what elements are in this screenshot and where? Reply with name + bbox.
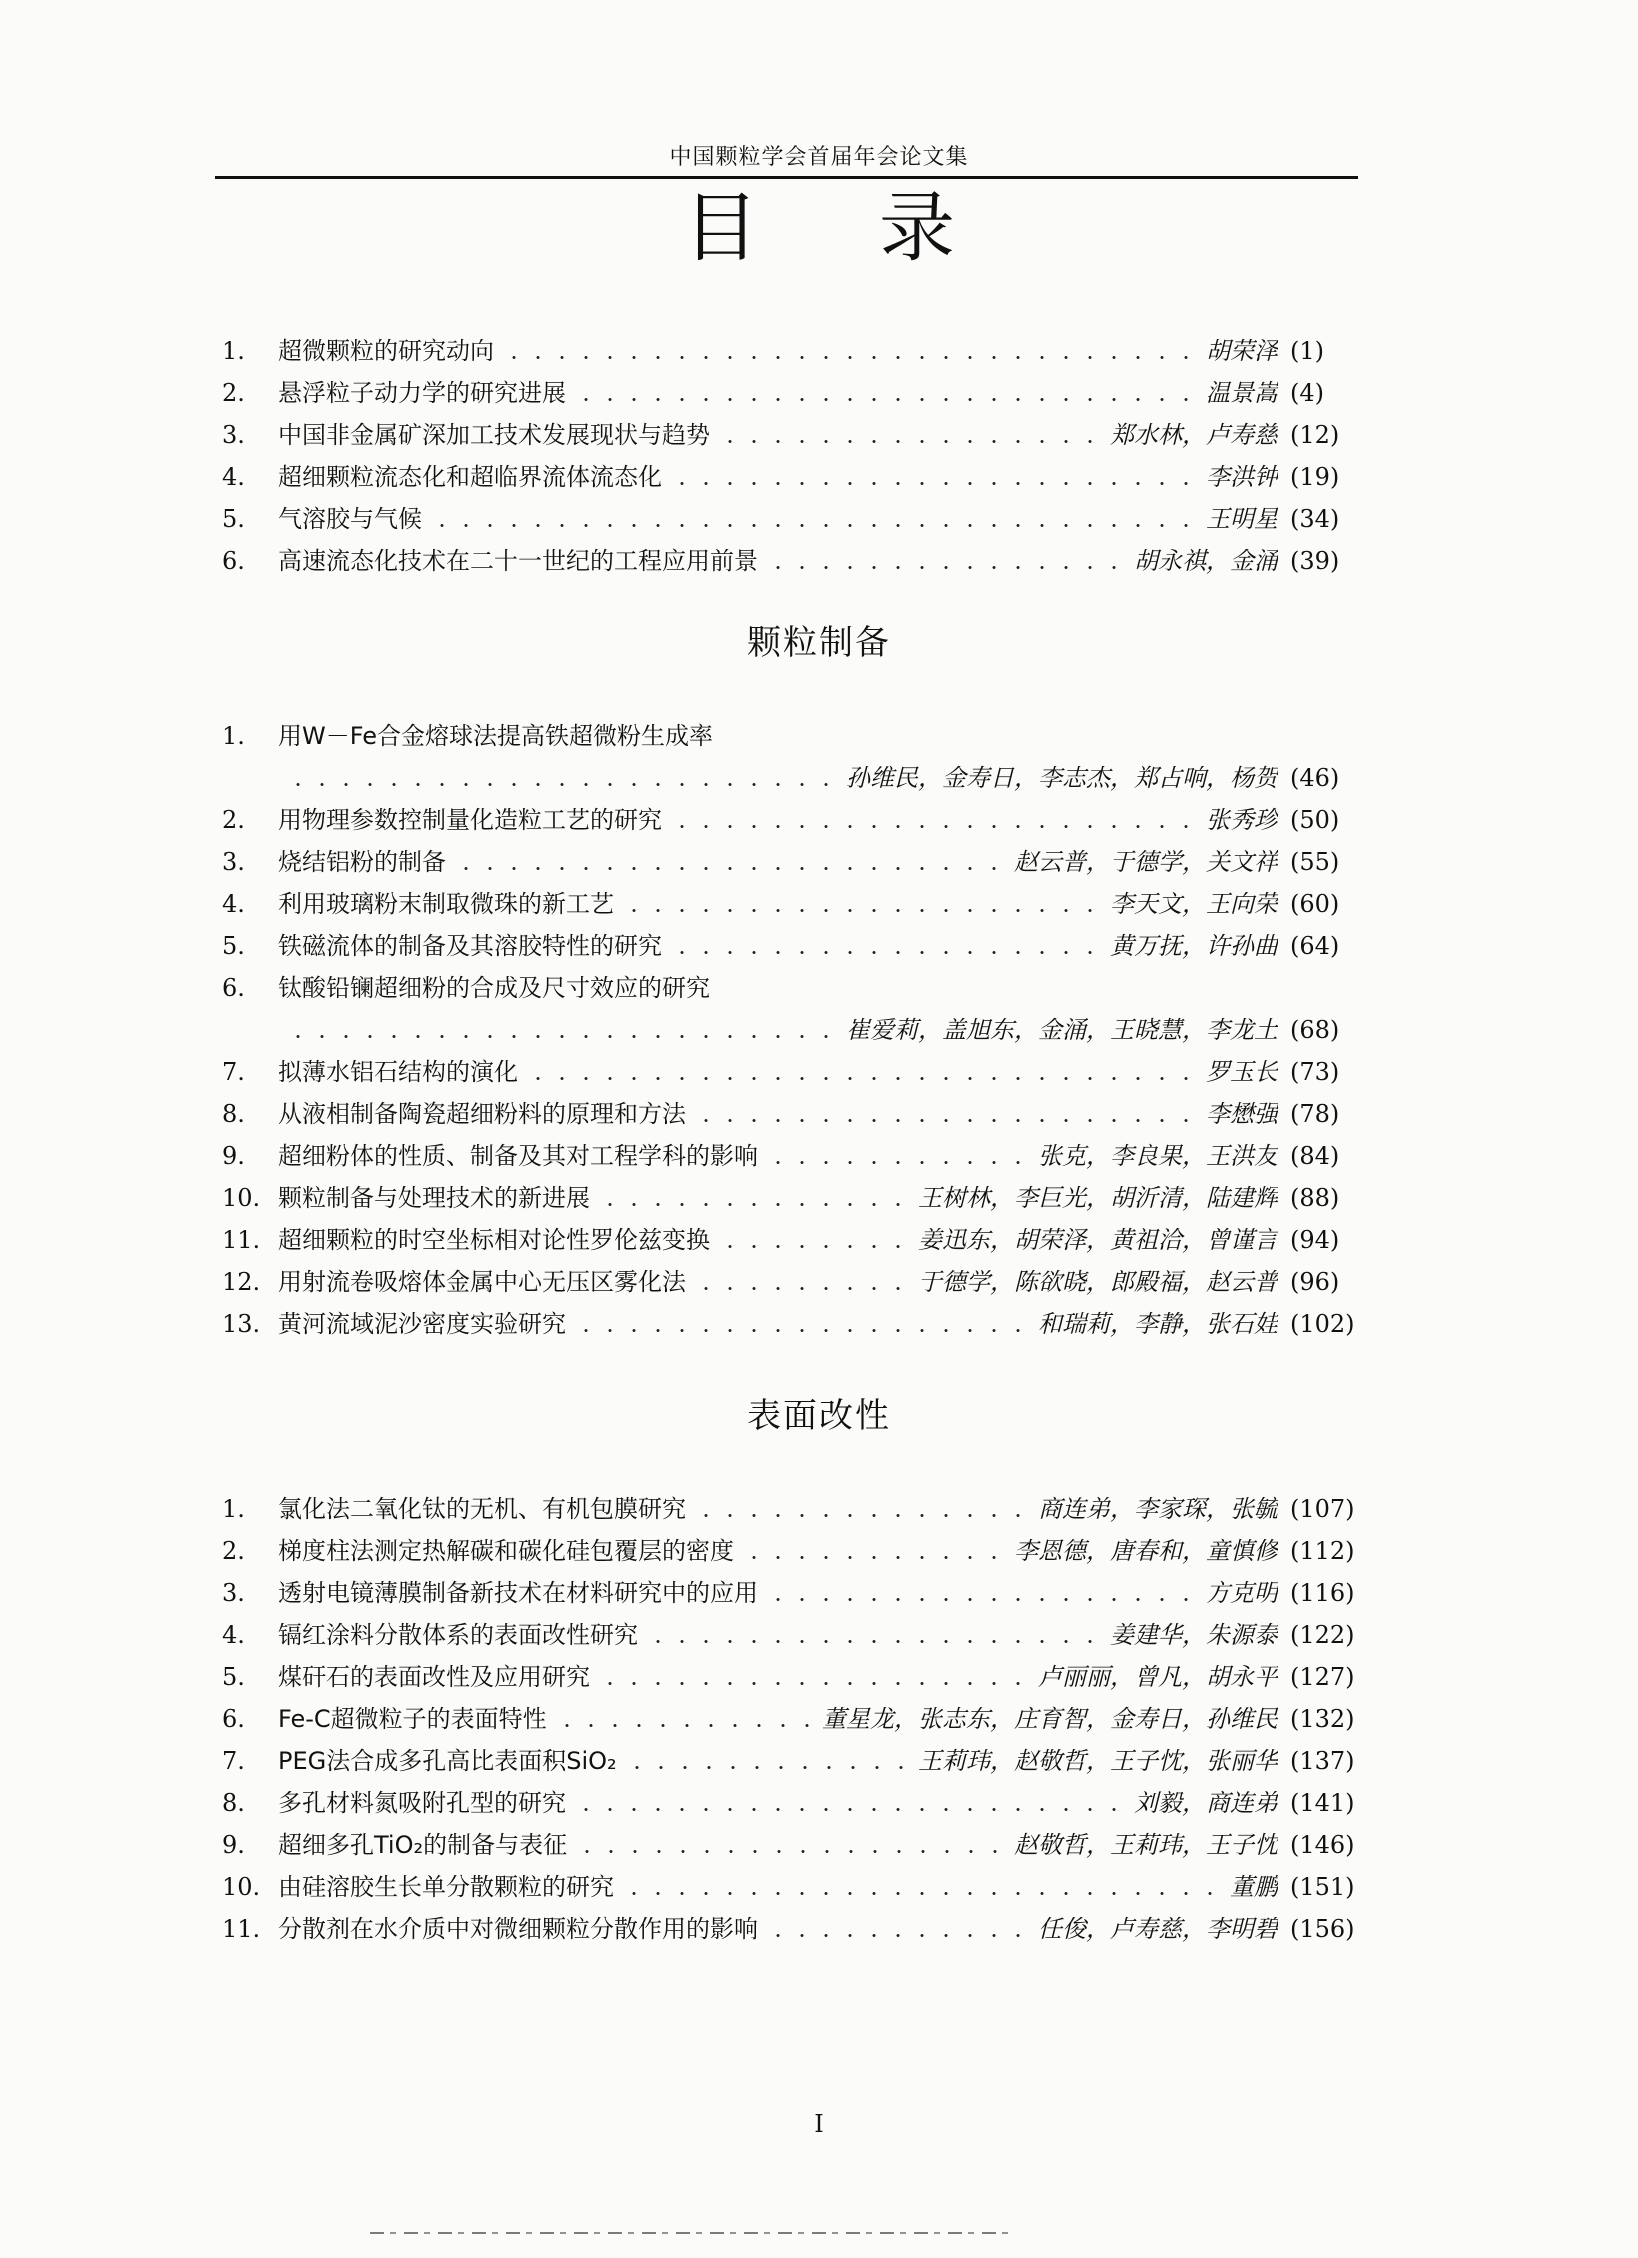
toc-entry (0, 1177, 1638, 1219)
entry-number: 7. (222, 1058, 245, 1086)
entry-line (278, 757, 1278, 799)
entry-page: (151) (1290, 1873, 1355, 1901)
entry-line (278, 1656, 1278, 1698)
entry-authors: 黄万抚，许孙曲 (1110, 932, 1278, 960)
entry-line (278, 967, 1278, 1009)
toc-entry (0, 715, 1638, 757)
entry-page: (84) (1290, 1142, 1340, 1170)
entry-number: 4. (222, 463, 245, 491)
dot-leader (766, 1161, 1030, 1164)
entry-number: 5. (222, 932, 245, 960)
entry-page: (34) (1290, 505, 1340, 533)
entry-number: 10. (222, 1184, 261, 1212)
entry-page: (102) (1290, 1310, 1355, 1338)
toc-title-char-2: 录 (879, 183, 955, 272)
toc-entry (0, 1261, 1638, 1303)
toc-section-list (0, 330, 1638, 582)
toc-entry (0, 372, 1638, 414)
section-heading: 颗粒制备 (747, 623, 891, 663)
entry-page: (1) (1290, 337, 1324, 365)
entry-line (278, 799, 1278, 841)
toc-section-list (0, 715, 1638, 1345)
dot-leader (286, 1035, 838, 1038)
entry-number: 7. (222, 1747, 245, 1775)
dot-leader (625, 1766, 910, 1769)
dot-leader (575, 1850, 1006, 1853)
dot-leader (502, 356, 1198, 359)
toc-entry (0, 1656, 1638, 1698)
entry-page: (116) (1290, 1579, 1355, 1607)
entry-page: (107) (1290, 1495, 1355, 1523)
toc-entry (0, 883, 1638, 925)
toc-entry (0, 1135, 1638, 1177)
dot-leader (574, 398, 1198, 401)
entry-title: 颗粒制备与处理技术的新进展 (278, 1184, 590, 1212)
entry-page: (146) (1290, 1831, 1355, 1859)
entry-title: 用物理参数控制量化造粒工艺的研究 (278, 806, 662, 834)
entry-number: 9. (222, 1142, 245, 1170)
entry-line (278, 1093, 1278, 1135)
dot-leader (694, 1119, 1198, 1122)
toc-entry (0, 841, 1638, 883)
entry-number: 4. (222, 1621, 245, 1649)
entry-line (278, 1614, 1278, 1656)
entry-title: 煤矸石的表面改性及应用研究 (278, 1663, 590, 1691)
toc-entry (0, 1908, 1638, 1950)
dot-leader (598, 1682, 1030, 1685)
entry-authors: 李恩德，唐春和，童慎修 (1014, 1537, 1278, 1565)
entry-authors: 孙维民，金寿日，李志杰，郑占响，杨贺 (846, 764, 1278, 792)
entry-line (278, 1135, 1278, 1177)
entry-line (278, 1261, 1278, 1303)
toc-entry (0, 1866, 1638, 1908)
toc-entry (0, 1614, 1638, 1656)
toc-entry (0, 1093, 1638, 1135)
entry-title: 多孔材料氮吸附孔型的研究 (278, 1789, 566, 1817)
dot-leader (526, 1077, 1198, 1080)
entry-title: 超细颗粒流态化和超临界流体流态化 (278, 463, 662, 491)
entry-authors: 刘毅，商连弟 (1134, 1789, 1278, 1817)
entry-line (278, 1488, 1278, 1530)
entry-line (278, 715, 1278, 757)
dot-leader (430, 524, 1198, 527)
toc-title (0, 183, 1638, 272)
entry-authors: 商连弟，李家琛，张毓 (1038, 1495, 1278, 1523)
entry-title: 用射流卷吸熔体金属中心无压区雾化法 (278, 1268, 686, 1296)
dot-leader (694, 1514, 1030, 1517)
dot-leader (742, 1556, 1006, 1559)
entry-line (278, 498, 1278, 540)
entry-number: 6. (222, 547, 245, 575)
dot-leader (766, 566, 1126, 569)
toc-entry (0, 799, 1638, 841)
dot-leader (718, 440, 1102, 443)
toc-entry (0, 540, 1638, 582)
entry-number: 1. (222, 337, 245, 365)
entry-number: 8. (222, 1789, 245, 1817)
entry-authors: 李懋强 (1206, 1100, 1278, 1128)
entry-number: 1. (222, 722, 245, 750)
entry-title: 镉红涂料分散体系的表面改性研究 (278, 1621, 638, 1649)
entry-authors: 董鹏 (1230, 1873, 1278, 1901)
entry-page: (94) (1290, 1226, 1340, 1254)
entry-number: 9. (222, 1831, 245, 1859)
entry-line (278, 456, 1278, 498)
entry-line (278, 1051, 1278, 1093)
page-number: I (814, 2110, 824, 2138)
toc-entry (0, 414, 1638, 456)
entry-page: (132) (1290, 1705, 1355, 1733)
entry-authors: 姜迅东，胡荣泽，黄祖洽，曾谨言 (918, 1226, 1278, 1254)
entry-authors: 方克明 (1206, 1579, 1278, 1607)
toc-title-char-1: 目 (683, 183, 759, 272)
entry-authors: 王树林，李巨光，胡沂清，陆建辉 (918, 1184, 1278, 1212)
entry-title: 氯化法二氧化钛的无机、有机包膜研究 (278, 1495, 686, 1523)
entry-page: (64) (1290, 932, 1340, 960)
entry-page: (78) (1290, 1100, 1340, 1128)
entry-number: 12. (222, 1268, 261, 1296)
entry-number: 3. (222, 1579, 245, 1607)
entry-title: 烧结铝粉的制备 (278, 848, 446, 876)
entry-title: 拟薄水铝石结构的演化 (278, 1058, 518, 1086)
entry-title: 铁磁流体的制备及其溶胶特性的研究 (278, 932, 662, 960)
entry-line (278, 1908, 1278, 1950)
toc-entry (0, 1219, 1638, 1261)
entry-line (278, 1824, 1278, 1866)
entry-number: 2. (222, 806, 245, 834)
entry-page: (156) (1290, 1915, 1355, 1943)
entry-authors: 姜建华，朱源泰 (1110, 1621, 1278, 1649)
entry-authors: 王明星 (1206, 505, 1278, 533)
toc-entry-continuation (0, 1009, 1638, 1051)
entry-line (278, 841, 1278, 883)
entry-page: (88) (1290, 1184, 1340, 1212)
entry-page: (46) (1290, 764, 1340, 792)
entry-line (278, 1698, 1278, 1740)
entry-page: (96) (1290, 1268, 1340, 1296)
entry-authors: 任俊，卢寿慈，李明碧 (1038, 1915, 1278, 1943)
toc-section-list (0, 1488, 1638, 1950)
entry-number: 2. (222, 1537, 245, 1565)
entry-line (278, 330, 1278, 372)
entry-title: 分散剂在水介质中对微细颗粒分散作用的影响 (278, 1915, 758, 1943)
entry-number: 5. (222, 1663, 245, 1691)
entry-title: 从液相制备陶瓷超细粉料的原理和方法 (278, 1100, 686, 1128)
dot-leader (718, 1245, 910, 1248)
entry-page: (55) (1290, 848, 1340, 876)
entry-authors: 张克，李良果，王洪友 (1038, 1142, 1278, 1170)
entry-number: 3. (222, 848, 245, 876)
toc-entry (0, 1698, 1638, 1740)
entry-line (278, 540, 1278, 582)
entry-title: 超细颗粒的时空坐标相对论性罗伦兹变换 (278, 1226, 710, 1254)
entry-number: 8. (222, 1100, 245, 1128)
entry-title: 透射电镜薄膜制备新技术在材料研究中的应用 (278, 1579, 758, 1607)
toc-entry (0, 1824, 1638, 1866)
toc-entry (0, 925, 1638, 967)
entry-page: (68) (1290, 1016, 1340, 1044)
entry-title: PEG法合成多孔高比表面积SiO₂ (278, 1747, 617, 1775)
entry-title: 中国非金属矿深加工技术发展现状与趋势 (278, 421, 710, 449)
toc-entry (0, 967, 1638, 1009)
dot-leader (670, 825, 1198, 828)
dot-leader (766, 1598, 1198, 1601)
dot-leader (766, 1934, 1030, 1937)
entry-authors: 崔爱莉，盖旭东，金涌，王晓慧，李龙土 (846, 1016, 1278, 1044)
entry-number: 6. (222, 974, 245, 1002)
entry-title: 气溶胶与气候 (278, 505, 422, 533)
entry-title: 由硅溶胶生长单分散颗粒的研究 (278, 1873, 614, 1901)
entry-number: 13. (222, 1310, 261, 1338)
entry-title: 超细多孔TiO₂的制备与表征 (278, 1831, 568, 1859)
entry-page: (12) (1290, 421, 1340, 449)
toc-entry (0, 1488, 1638, 1530)
entry-page: (127) (1290, 1663, 1355, 1691)
dot-leader (622, 1892, 1222, 1895)
section-heading: 表面改性 (747, 1396, 891, 1436)
entry-authors: 温景嵩 (1206, 379, 1278, 407)
entry-authors: 赵敬哲，王莉玮，王子忱 (1014, 1831, 1278, 1859)
entry-title: 钛酸铅镧超细粉的合成及尺寸效应的研究 (278, 974, 710, 1002)
dot-leader (622, 909, 1102, 912)
entry-number: 2. (222, 379, 245, 407)
entry-title: 利用玻璃粉末制取微珠的新工艺 (278, 890, 614, 918)
toc-entry (0, 1051, 1638, 1093)
entry-title: 高速流态化技术在二十一世纪的工程应用前景 (278, 547, 758, 575)
dot-leader (286, 783, 838, 786)
entry-number: 11. (222, 1915, 261, 1943)
entry-page: (112) (1290, 1537, 1355, 1565)
entry-page: (73) (1290, 1058, 1340, 1086)
entry-title: 悬浮粒子动力学的研究进展 (278, 379, 566, 407)
entry-number: 1. (222, 1495, 245, 1523)
entry-authors: 于德学，陈欲晓，郎殿福，赵云普 (918, 1268, 1278, 1296)
dot-leader (670, 951, 1102, 954)
entry-authors: 李天文，王向荣 (1110, 890, 1278, 918)
running-header: 中国颗粒学会首届年会论文集 (669, 145, 969, 170)
entry-authors: 董星龙，张志东，庄育智，金寿日，孙维民 (822, 1705, 1278, 1733)
entry-page: (19) (1290, 463, 1340, 491)
toc-entry (0, 1740, 1638, 1782)
entry-title: 用W－Fe合金熔球法提高铁超微粉生成率 (278, 722, 713, 750)
entry-line (278, 1177, 1278, 1219)
entry-authors: 郑水林，卢寿慈 (1110, 421, 1278, 449)
entry-authors: 张秀珍 (1206, 806, 1278, 834)
entry-title: 超细粉体的性质、制备及其对工程学科的影响 (278, 1142, 758, 1170)
dot-leader (670, 482, 1198, 485)
entry-line (278, 372, 1278, 414)
entry-line (278, 1866, 1278, 1908)
toc-entry (0, 1782, 1638, 1824)
entry-line (278, 1303, 1278, 1345)
entry-authors: 李洪钟 (1206, 463, 1278, 491)
entry-number: 10. (222, 1873, 261, 1901)
entry-title: 梯度柱法测定热解碳和碳化硅包覆层的密度 (278, 1537, 734, 1565)
entry-line (278, 1782, 1278, 1824)
entry-page: (60) (1290, 890, 1340, 918)
entry-line (278, 1740, 1278, 1782)
entry-line (278, 1572, 1278, 1614)
toc-entry-continuation (0, 757, 1638, 799)
entry-page: (137) (1290, 1747, 1355, 1775)
entry-line (278, 925, 1278, 967)
entry-line (278, 1219, 1278, 1261)
entry-authors: 王莉玮，赵敬哲，王子忱，张丽华 (918, 1747, 1278, 1775)
toc-entry (0, 456, 1638, 498)
dot-leader (574, 1808, 1126, 1811)
entry-page: (141) (1290, 1789, 1355, 1817)
entry-line (278, 1009, 1278, 1051)
entry-title: Fe-C超微粒子的表面特性 (278, 1705, 547, 1733)
entry-line (278, 883, 1278, 925)
entry-line (278, 1530, 1278, 1572)
toc-entry (0, 1303, 1638, 1345)
entry-authors: 罗玉长 (1206, 1058, 1278, 1086)
entry-authors: 赵云普，于德学，关文祥 (1014, 848, 1278, 876)
entry-authors: 和瑞莉，李静，张石娃 (1038, 1310, 1278, 1338)
entry-number: 5. (222, 505, 245, 533)
toc-entry (0, 498, 1638, 540)
toc-entry (0, 1530, 1638, 1572)
toc-entry (0, 330, 1638, 372)
entry-page: (4) (1290, 379, 1324, 407)
entry-number: 11. (222, 1226, 261, 1254)
entry-authors: 胡永祺，金涌 (1134, 547, 1278, 575)
entry-number: 6. (222, 1705, 245, 1733)
entry-number: 4. (222, 890, 245, 918)
toc-entry (0, 1572, 1638, 1614)
dot-leader (574, 1329, 1030, 1332)
entry-authors: 卢丽丽，曾凡，胡永平 (1038, 1663, 1278, 1691)
dot-leader (598, 1203, 910, 1206)
entry-title: 黄河流域泥沙密度实验研究 (278, 1310, 566, 1338)
header-rule (215, 176, 1358, 179)
dot-leader (555, 1724, 814, 1727)
entry-title: 超微颗粒的研究动向 (278, 337, 494, 365)
dot-leader (454, 867, 1006, 870)
entry-authors: 胡荣泽 (1206, 337, 1278, 365)
entry-page: (39) (1290, 547, 1340, 575)
entry-page: (122) (1290, 1621, 1355, 1649)
dot-leader (694, 1287, 910, 1290)
dot-leader (646, 1640, 1102, 1643)
scan-artifact (370, 2232, 1010, 2234)
entry-number: 3. (222, 421, 245, 449)
entry-line (278, 414, 1278, 456)
entry-page: (50) (1290, 806, 1340, 834)
